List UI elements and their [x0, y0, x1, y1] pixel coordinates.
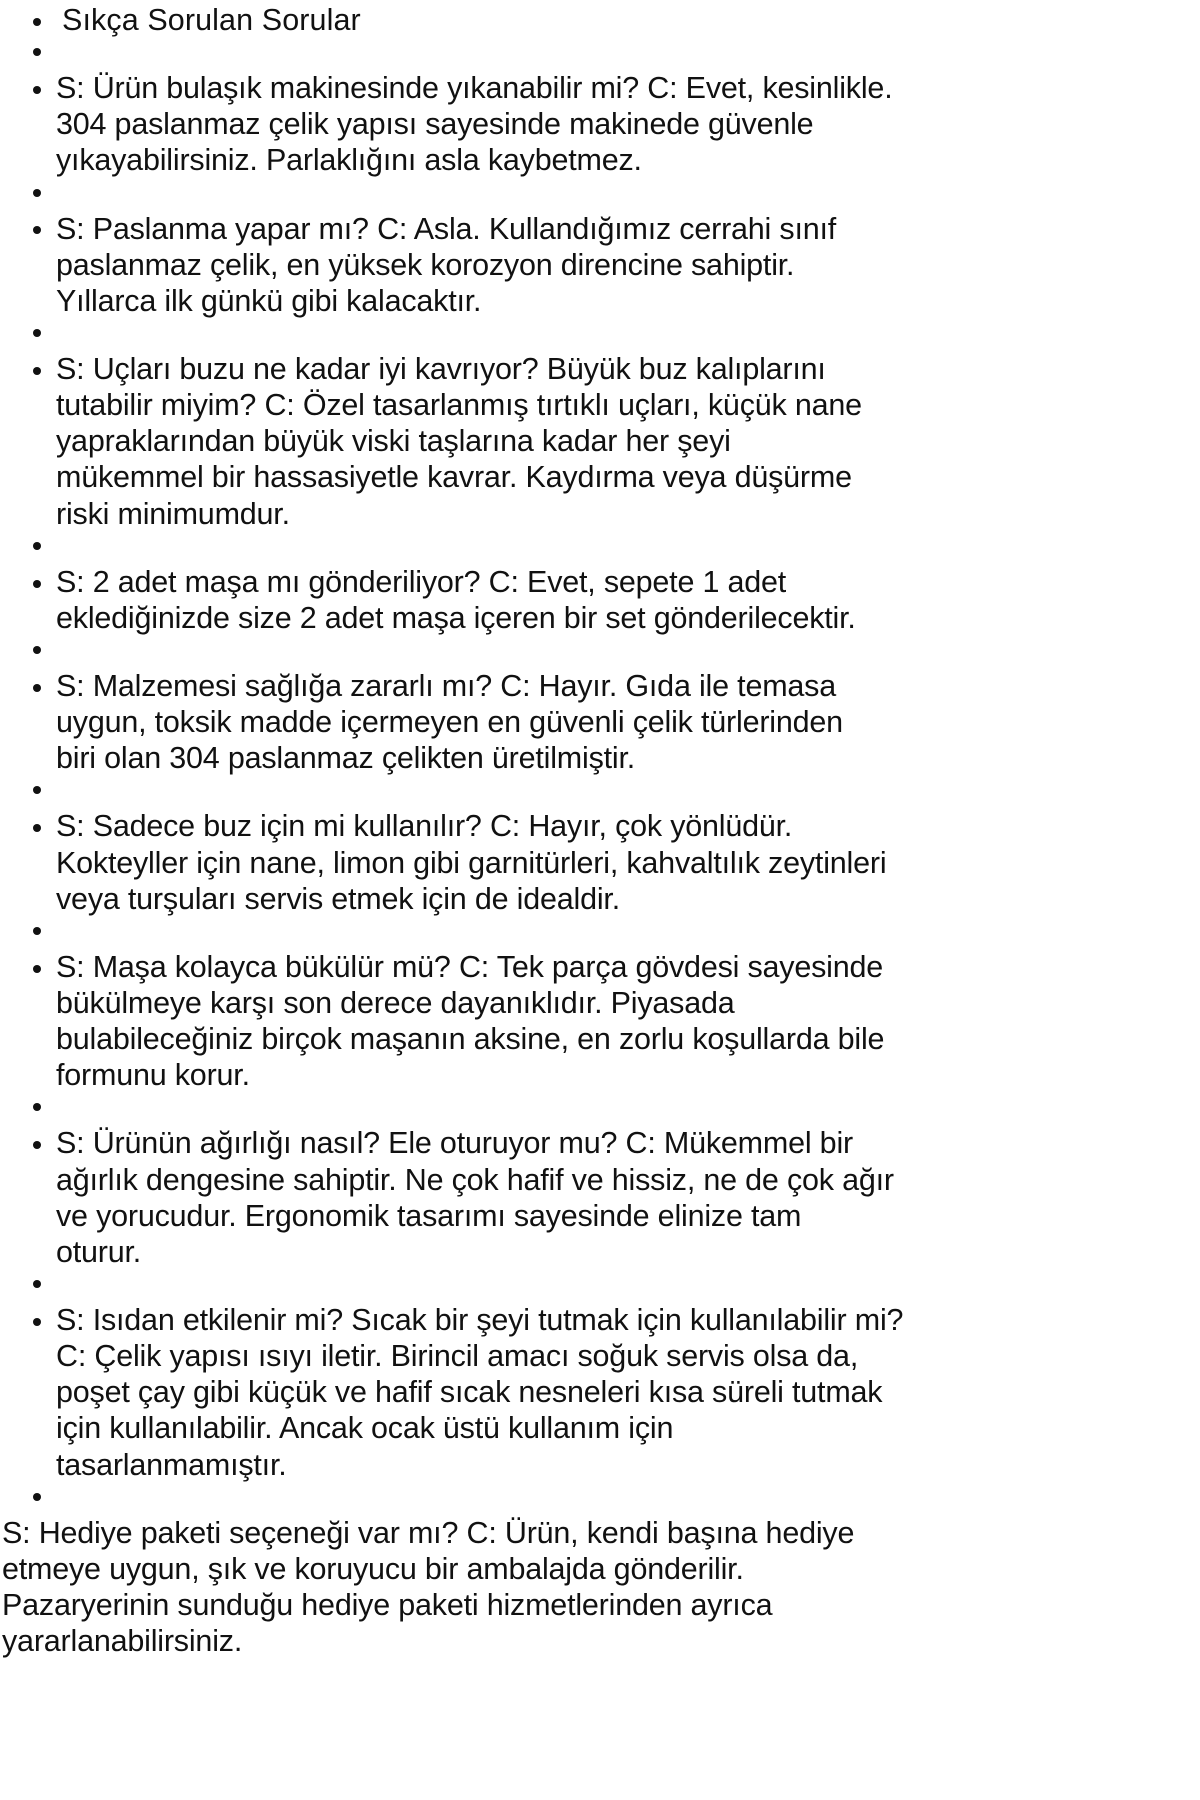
faq-item-faq-durability [0, 949, 1200, 1094]
faq-line: oturur. [56, 1234, 142, 1269]
faq-line: Yıllarca ilk günkü gibi kalacaktır. [56, 283, 482, 318]
faq-line: paslanmaz çelik, en yüksek korozyon direncine sahiptir. [56, 247, 795, 282]
faq-line: C: Çelik yapısı ısıyı iletir. Birincil amacı soğuk servis olsa da, [56, 1339, 859, 1374]
faq-line: Kokteyller için nane, limon gibi garnitürleri, kahvaltılık zeytinleri [56, 845, 887, 880]
faq-item-faq-heat [0, 1302, 1200, 1483]
faq-line: riski minimumdur. [56, 496, 290, 531]
faq-heading [0, 2, 1200, 38]
faq-line: S: Ürün bulaşık makinesinde yıkanabilir mi? C: Evet, kesinlikle. [56, 71, 893, 106]
faq-heading-text: Sıkça Sorulan Sorular [62, 3, 361, 37]
faq-line: poşet çay gibi küçük ve hafif sıcak nesneleri kısa süreli tutmak [56, 1375, 883, 1410]
faq-line: mükemmel bir hassasiyetle kavrar. Kaydırma veya düşürme [56, 460, 852, 495]
faq-line: ağırlık dengesine sahiptir. Ne çok hafif ve hissiz, ne de çok ağır [56, 1162, 894, 1197]
faq-item-faq-rust [0, 211, 1200, 319]
faq-line: uygun, toksik madde içermeyen en güvenli çelik türlerinden [56, 705, 843, 740]
faq-line: S: Isıdan etkilenir mi? Sıcak bir şeyi tutmak için kullanılabilir mi? [56, 1302, 904, 1337]
faq-line: S: Uçları buzu ne kadar iyi kavrıyor? Büyük buz kalıplarını [56, 351, 826, 386]
faq-item-faq-grip [0, 351, 1200, 532]
faq-bullet-spacer [0, 1270, 1200, 1302]
faq-line: S: Sadece buz için mi kullanılır? C: Hayır, çok yönlüdür. [56, 809, 793, 844]
faq-line: tasarlanmamıştır. [56, 1447, 287, 1482]
faq-line: etmeye uygun, şık ve koruyucu bir ambalajda gönderilir. [2, 1551, 744, 1586]
faq-line: S: Maşa kolayca bükülür mü? C: Tek parça gövdesi sayesinde [56, 949, 884, 984]
faq-line: veya turşuları servis etmek için de idealdir. [56, 881, 620, 916]
faq-bullet-spacer [0, 776, 1200, 808]
faq-line: bulabileceğiniz birçok maşanın aksine, en zorlu koşullarda bile [56, 1022, 885, 1057]
faq-bullet-spacer [0, 1093, 1200, 1125]
faq-item-faq-usage [0, 808, 1200, 916]
faq-item-faq-quantity [0, 564, 1200, 636]
faq-item-faq-dishwasher [0, 70, 1200, 178]
faq-line: S: 2 adet maşa mı gönderiliyor? C: Evet, sepete 1 adet [56, 564, 787, 599]
faq-line: yapraklarından büyük viski taşlarına kadar her şeyi [56, 424, 731, 459]
faq-bullet-spacer [0, 1483, 1200, 1515]
faq-line: bükülmeye karşı son derece dayanıklıdır. Piyasada [56, 985, 735, 1020]
faq-item-faq-material-safety [0, 668, 1200, 776]
faq-line: eklediğinizde size 2 adet maşa içeren bir set gönderilecektir. [56, 600, 856, 635]
faq-line: yararlanabilirsiniz. [2, 1624, 243, 1659]
faq-item-faq-gift-wrap [0, 1515, 1200, 1660]
faq-line: formunu korur. [56, 1058, 250, 1093]
faq-line: biri olan 304 paslanmaz çelikten üretilmiştir. [56, 741, 636, 776]
faq-item-faq-weight [0, 1125, 1200, 1270]
faq-line: S: Hediye paketi seçeneği var mı? C: Ürün, kendi başına hediye [2, 1515, 855, 1550]
faq-bullet-spacer [0, 917, 1200, 949]
faq-bullet-spacer [0, 532, 1200, 564]
faq-line: tutabilir miyim? C: Özel tasarlanmış tırtıklı uçları, küçük nane [56, 388, 862, 423]
faq-line: S: Ürünün ağırlığı nasıl? Ele oturuyor mu? C: Mükemmel bir [56, 1126, 853, 1161]
faq-line: için kullanılabilir. Ancak ocak üstü kullanım için [56, 1411, 674, 1446]
faq-bullet-spacer [0, 38, 1200, 70]
faq-line: S: Paslanma yapar mı? C: Asla. Kullandığımız cerrahi sınıf [56, 211, 837, 246]
faq-bullet-spacer [0, 636, 1200, 668]
faq-bullet-spacer [0, 179, 1200, 211]
faq-line: yıkayabilirsiniz. Parlaklığını asla kaybetmez. [56, 143, 642, 178]
faq-list [0, 2, 1200, 1659]
faq-line: ve yorucudur. Ergonomik tasarımı sayesinde elinize tam [56, 1198, 802, 1233]
faq-line: Pazaryerinin sunduğu hediye paketi hizmetlerinden ayrıca [2, 1587, 773, 1622]
faq-line: S: Malzemesi sağlığa zararlı mı? C: Hayır. Gıda ile temasa [56, 668, 836, 703]
faq-line: 304 paslanmaz çelik yapısı sayesinde makinede güvenle [56, 107, 814, 142]
faq-bullet-spacer [0, 319, 1200, 351]
